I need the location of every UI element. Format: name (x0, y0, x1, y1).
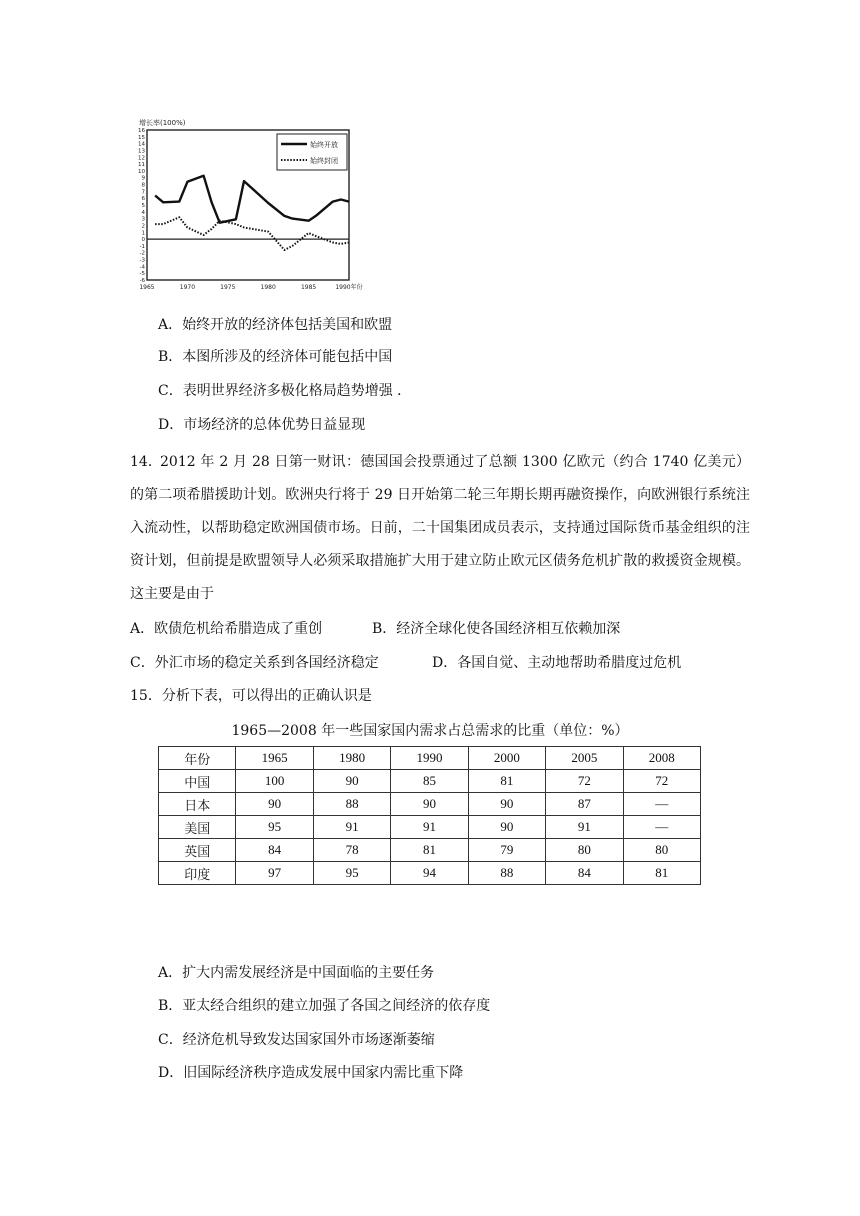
table-header-cell: 2008 (623, 747, 700, 770)
table-row-label: 印度 (159, 862, 236, 885)
table-row-label: 中国 (159, 770, 236, 793)
table-cell: 91 (546, 816, 623, 839)
table-header-cell: 2000 (468, 747, 545, 770)
table-cell: 100 (236, 770, 313, 793)
table-row (159, 862, 701, 885)
y-tick-label: -1 (139, 243, 145, 250)
table-row (159, 839, 701, 862)
q13-option-c: C．表明世界经济多极化格局趋势增强 ． (158, 383, 412, 399)
table-cell: 95 (313, 862, 390, 885)
table-cell: 78 (313, 839, 390, 862)
table-cell: 88 (313, 793, 390, 816)
table-cell: 80 (623, 839, 700, 862)
y-tick-label: 8 (141, 182, 145, 189)
y-tick-label: 7 (141, 189, 145, 196)
y-tick-label: 5 (141, 203, 145, 209)
x-tick-label: 1980 (260, 284, 276, 291)
x-tick-label: 1990年份 (335, 284, 363, 291)
y-tick-label: -5 (139, 271, 145, 278)
table-cell: 95 (236, 816, 313, 839)
y-tick-label: 16 (138, 128, 145, 134)
q13-option-d: D．市场经济的总体优势日益显现 (158, 417, 366, 433)
table-cell: — (623, 793, 700, 816)
table-cell: 81 (623, 862, 700, 885)
table-row-label: 日本 (159, 793, 236, 816)
y-tick-label: 2 (141, 223, 145, 230)
x-tick-label: 1985 (300, 284, 317, 291)
q15-stem: 15．分析下表，可以得出的正确认识是 (130, 688, 372, 704)
table-header-cell: 年份 (159, 747, 236, 770)
table-header-cell: 1990 (391, 747, 468, 770)
y-tick-label: 4 (141, 209, 145, 216)
q14-option-c: C．外汇市场的稳定关系到各国经济稳定 (130, 655, 379, 671)
table-cell: 84 (546, 862, 623, 885)
q15-option-b: B．亚太经合组织的建立加强了各国之间经济的依存度 (158, 998, 491, 1014)
y-tick-label: 9 (141, 175, 145, 182)
table-row (159, 770, 701, 793)
table-cell: 79 (468, 839, 545, 862)
y-tick-label: 14 (138, 141, 145, 148)
table-cell: 72 (546, 770, 623, 793)
y-tick-label: -2 (139, 250, 145, 257)
y-tick-label: 15 (138, 134, 145, 141)
table-header-cell: 1980 (313, 747, 390, 770)
q14-text: 2012 年 2 月 28 日第一财讯：德国国会投票通过了总额 1300 亿欧元（约合 1740 亿美元）的第二项希腊援助计划。欧洲央行将于 29 日开始第二轮三年期长期再融资操作，向欧洲银行系统注入流动性，以帮助稳定欧洲国债市场。日前，二十国集团成员表示，支持通过国际货币基金组织的注资计划，但前提是欧盟领导人必须采取措施扩大用于建立防止欧元区债务危机扩散的救援资金规模。这主要是由于 (130, 454, 750, 602)
table-cell: 90 (391, 793, 468, 816)
table-cell: 91 (313, 816, 390, 839)
table-row (159, 816, 701, 839)
table-cell: 90 (468, 816, 545, 839)
q13-option-b: B．本图所涉及的经济体可能包括中国 (158, 349, 393, 365)
chart-x-ticks (139, 283, 362, 291)
table-cell: — (623, 816, 700, 839)
x-tick-label: 1970 (179, 284, 196, 291)
table-cell: 87 (546, 793, 623, 816)
series-line-open (155, 176, 349, 223)
table-cell: 85 (391, 770, 468, 793)
table-row-label: 美国 (159, 816, 236, 839)
chart-y-axis-label: 增长率(100%) (139, 119, 186, 127)
table-cell: 90 (236, 793, 313, 816)
y-tick-label: -4 (139, 264, 145, 271)
q14-stem (130, 446, 750, 611)
table-cell: 97 (236, 862, 313, 885)
y-tick-label: 12 (138, 155, 145, 162)
x-tick-label: 1975 (220, 284, 236, 291)
q13-option-a: A．始终开放的经济体包括美国和欧盟 (158, 317, 393, 333)
y-tick-label: 10 (138, 168, 145, 175)
table-cell: 81 (391, 839, 468, 862)
y-tick-label: 1 (141, 230, 145, 237)
chart-legend (277, 134, 347, 170)
table-cell: 80 (546, 839, 623, 862)
x-tick-label: 1965 (139, 284, 155, 291)
y-tick-label: 13 (138, 148, 145, 155)
y-tick-label: 0 (141, 237, 145, 244)
legend-label-closed: 始终封闭 (310, 157, 338, 165)
table-row (159, 793, 701, 816)
table-cell: 81 (468, 770, 545, 793)
q14-option-b: B．经济全球化使各国经济相互依赖加深 (372, 621, 621, 637)
table-row-label: 英国 (159, 839, 236, 862)
domestic-demand-table (158, 746, 701, 885)
table-cell: 84 (236, 839, 313, 862)
y-tick-label: 3 (141, 216, 145, 223)
y-tick-label: -6 (139, 278, 145, 284)
legend-label-open: 始终开放 (310, 141, 338, 149)
q15-option-c: C．经济危机导致发达国家国外市场逐渐萎缩 (158, 1032, 435, 1048)
table-cell: 94 (391, 862, 468, 885)
table-title: 1965—2008 年一些国家国内需求占总需求的比重（单位：%） (231, 723, 629, 739)
q14-option-d: D．各国自觉、主动地帮助希腊度过危机 (432, 655, 682, 671)
table-cell: 72 (623, 770, 700, 793)
table-header-cell: 2005 (546, 747, 623, 770)
table-header-cell: 1965 (236, 747, 313, 770)
y-tick-label: 11 (138, 162, 145, 169)
table-cell: 91 (391, 816, 468, 839)
table-body (159, 747, 701, 885)
table-cell: 88 (468, 862, 545, 885)
growth-rate-chart (135, 115, 365, 295)
series-line-closed (155, 217, 349, 250)
y-tick-label: -3 (139, 257, 145, 264)
chart-y-ticks (138, 128, 146, 284)
table-cell: 90 (468, 793, 545, 816)
table-header-row (159, 747, 701, 770)
table-cell: 90 (313, 770, 390, 793)
q14-number: 14． (130, 454, 162, 470)
q14-option-a: A．欧债危机给希腊造成了重创 (130, 621, 323, 637)
y-tick-label: 6 (141, 196, 145, 203)
q15-option-d: D．旧国际经济秩序造成发展中国家内需比重下降 (158, 1065, 464, 1081)
q15-option-a: A．扩大内需发展经济是中国面临的主要任务 (158, 965, 435, 981)
